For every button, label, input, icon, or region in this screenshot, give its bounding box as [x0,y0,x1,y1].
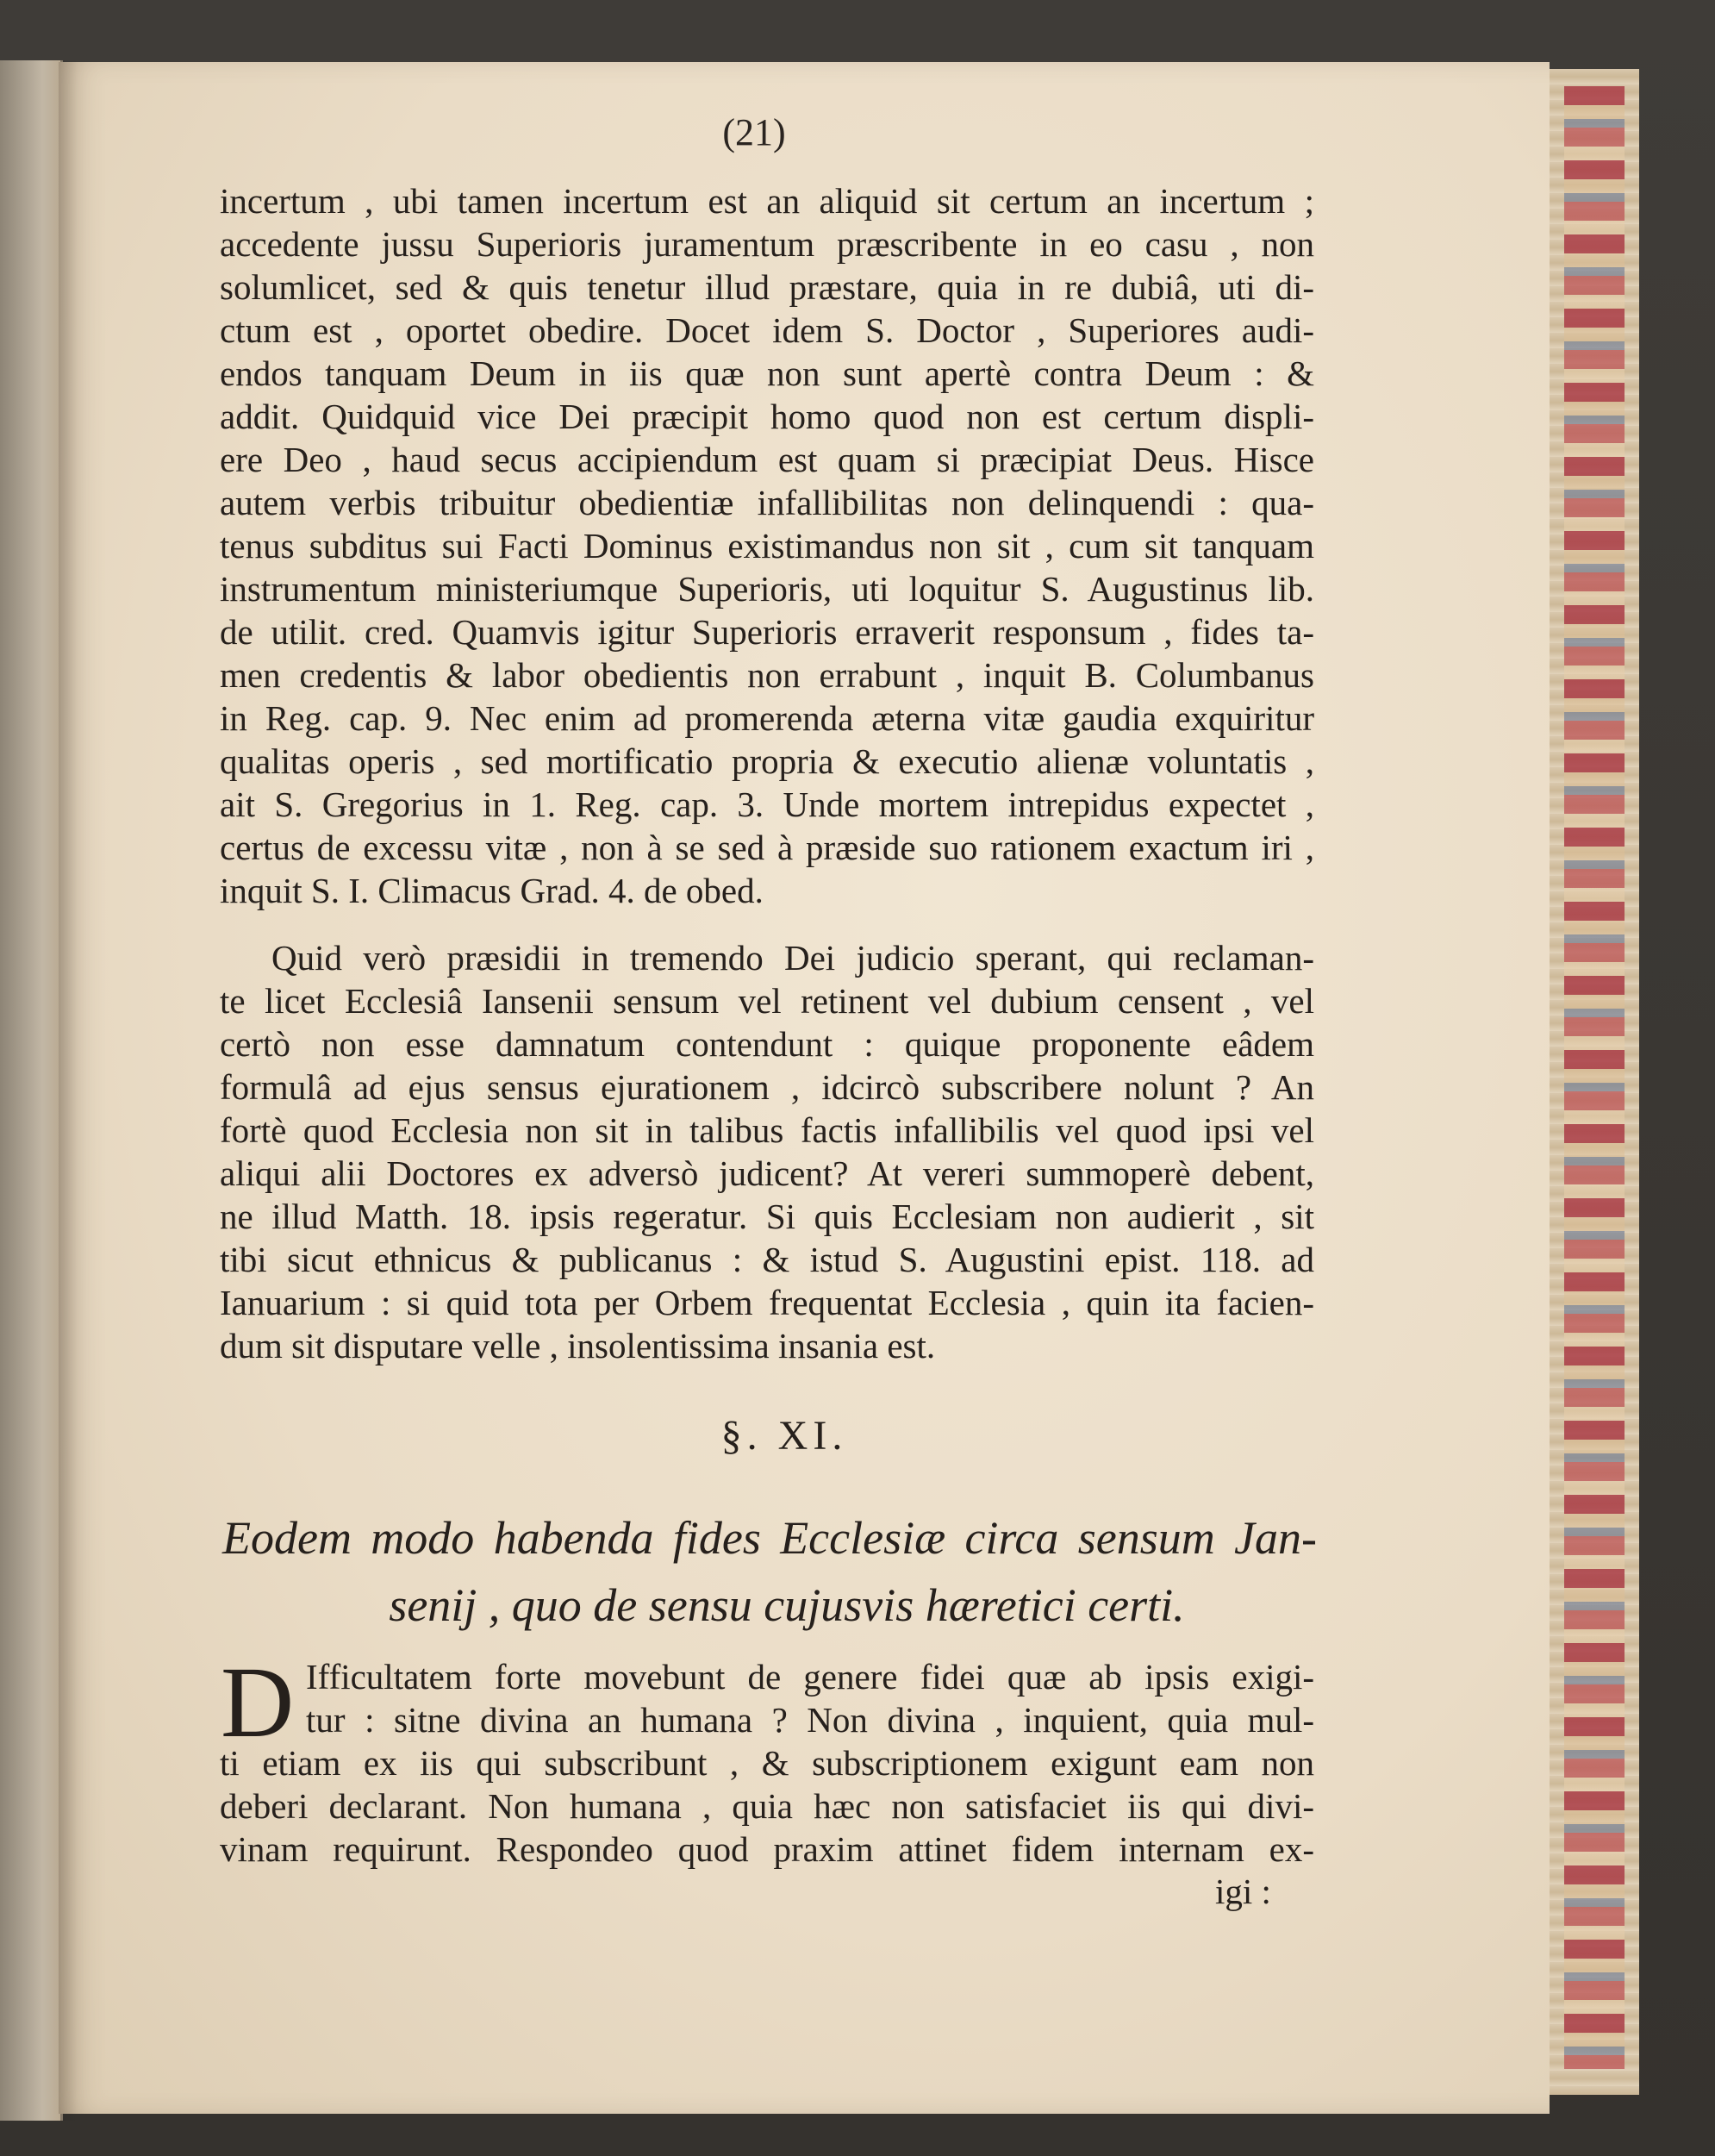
text-line: inquit S. I. Climacus Grad. 4. de obed. [220,871,764,910]
text-line: te licet Ecclesiâ Iansenii sensum vel retinent vel dubium censent , vel [220,981,1314,1021]
page-number: (21) [722,111,786,153]
text-line: certus de excessu vitæ , non à se sed à præside suo rationem exactum iri , [220,828,1314,867]
text-line: formulâ ad ejus sensus ejurationem , idcircò subscribere nolunt ? An [220,1067,1314,1107]
catchword: igi : [1215,1872,1271,1911]
paragraph-1 [220,179,1314,912]
facing-page-edge [0,60,63,2121]
paragraph-3 [220,1646,1314,1871]
text-line: tenus subditus sui Facti Dominus existimandus non sit , cum sit tanquam [220,526,1314,566]
text-line: certò non esse damnatum contendunt : quique proponente eâdem [220,1024,1314,1064]
paragraph-2 [220,936,1314,1367]
text-line: Quid verò præsidii in tremendo Dei judicio sperant, qui reclaman- [271,938,1314,978]
text-line: men credentis & labor obedientis non errabunt , inquit B. Columbanus [220,655,1314,695]
marbled-edge [1564,86,1625,2069]
text-line: ne illud Matth. 18. ipsis regeratur. Si quis Ecclesiam non audierit , sit [220,1197,1314,1236]
text-line: addit. Quidquid vice Dei præcipit homo quod non est certum displi- [220,397,1314,436]
text-line: ait S. Gregorius in 1. Reg. cap. 3. Unde mortem intrepidus expectet , [220,784,1314,824]
text-line: de utilit. cred. Quamvis igitur Superioris erraverit responsum , fides ta- [220,612,1314,652]
section-title [222,1504,1317,1639]
text-line: tibi sicut ethnicus & publicanus : & istud S. Augustini epist. 118. ad [220,1240,1314,1279]
text-line: solumlicet, sed & quis tenetur illud præstare, quia in re dubiâ, uti di- [220,267,1314,307]
section-title-line: senij , quo de sensu cujusvis hæretici certi. [389,1579,1185,1631]
text-line: autem verbis tribuitur obedientiæ infallibilitas non delinquendi : qua- [220,483,1314,522]
text-line: incertum , ubi tamen incertum est an aliquid sit certum an incertum ; [220,181,1314,221]
text-line: in Reg. cap. 9. Nec enim ad promerenda æterna vitæ gaudia exquiritur [220,698,1314,738]
text-line: ere Deo , haud secus accipiendum est quam si præcipiat Deus. Hisce [220,440,1314,479]
text-line: endos tanquam Deum in iis quæ non sunt apertè contra Deum : & [220,353,1314,393]
text-line: accedente jussu Superioris juramentum præscribente in eo casu , non [220,224,1314,264]
text-line: instrumentum ministeriumque Superioris, uti loquitur S. Augustinus lib. [220,569,1314,609]
text-line: aliqui alii Doctores ex adversò judicent? At vereri summoperè debent, [220,1153,1314,1193]
text-line: fortè quod Ecclesia non sit in talibus factis infallibilis vel quod ipsi vel [220,1110,1314,1150]
text-line: Ifficultatem forte movebunt de genere fidei quæ ab ipsis exigi- [306,1657,1314,1697]
section-title-line: Eodem modo habenda fides Ecclesiæ circa sensum Jan- [222,1512,1317,1564]
text-line: tur : sitne divina an humana ? Non divina , inquient, quia mul- [306,1700,1314,1740]
text-line: vinam requirunt. Respondeo quod praxim attinet fidem internam ex- [220,1829,1314,1869]
text-line: ti etiam ex iis qui subscribunt , & subscriptionem exigunt eam non [220,1743,1314,1783]
text-line: dum sit disputare velle , insolentissima insania est. [220,1326,936,1365]
section-number: §. XI. [720,1413,848,1459]
drop-cap: D [221,1646,295,1759]
text-line: Ianuarium : si quid tota per Orbem frequentat Ecclesia , quin ita facien- [220,1283,1314,1322]
text-line: ctum est , oportet obedire. Docet idem S. Doctor , Superiores audi- [220,310,1314,350]
text-line: qualitas operis , sed mortificatio propria & executio alienæ voluntatis , [220,741,1314,781]
text-line: deberi declarant. Non humana , quia hæc non satisfaciet iis qui divi- [220,1786,1314,1826]
